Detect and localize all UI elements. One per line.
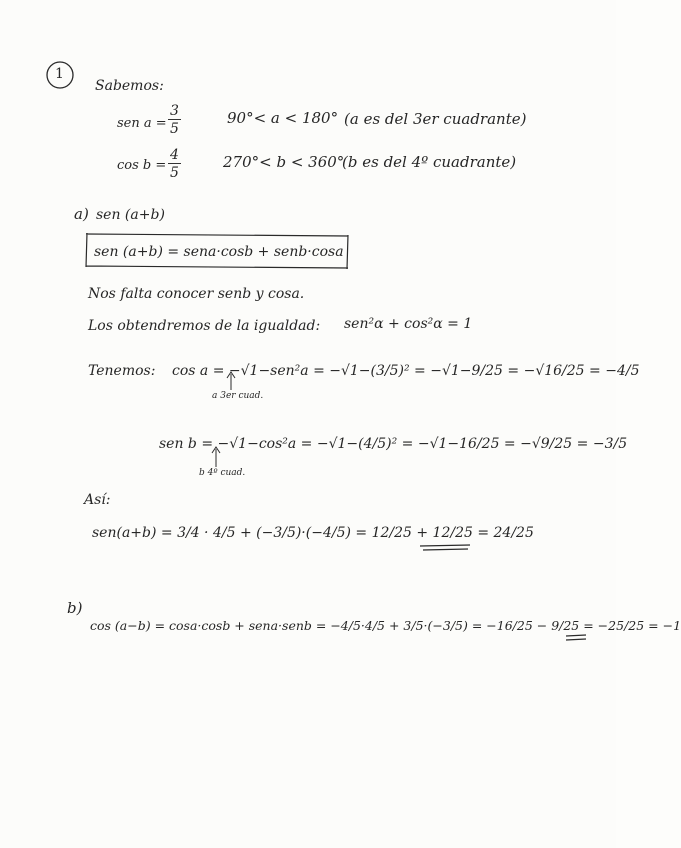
sen-a-num: 3 bbox=[170, 103, 179, 119]
asi-label: Así: bbox=[84, 492, 111, 508]
tenemos-label: Tenemos: bbox=[88, 363, 156, 379]
cos-b-range: 270°< b < 360° bbox=[223, 153, 345, 171]
sabemos-label: Sabemos: bbox=[95, 78, 164, 94]
sen-b-note: b 4º cuad. bbox=[199, 468, 246, 478]
sen-a-lhs: sen a = bbox=[117, 116, 167, 131]
part-a-title: sen (a+b) bbox=[96, 207, 165, 223]
cos-b-lhs: cos b = bbox=[117, 158, 167, 173]
cos-b-den: 5 bbox=[170, 165, 179, 181]
cos-diff-equation: cos (a−b) = cosa·cosb + sena·senb = −4/5·4/5 + 3/5·(−3/5) = −16/25 − 9/25 = −25/25 = −1 bbox=[90, 618, 681, 633]
sen-sum-equation: sen(a+b) = 3/4 · 4/5 + (−3/5)·(−4/5) = 12/25 + 12/25 = 24/25 bbox=[92, 525, 534, 541]
part-a-label: a) bbox=[74, 205, 89, 223]
part-b-label: b) bbox=[67, 599, 83, 617]
cos-b-note: (b es del 4º cuadrante) bbox=[342, 153, 517, 171]
obtendremos-line: Los obtendremos de la igualdad: bbox=[88, 318, 321, 334]
sen-b-equation: sen b = −√1−cos²a = −√1−(4/5)² = −√1−16/25 = −√9/25 = −3/5 bbox=[159, 436, 628, 452]
sen-a-den: 5 bbox=[170, 121, 179, 137]
nos-falta-line: Nos falta conocer senb y cosa. bbox=[88, 286, 305, 302]
cos-b-num: 4 bbox=[170, 147, 179, 163]
sen-a-note: (a es del 3er cuadrante) bbox=[344, 110, 527, 128]
sen-a-range: 90°< a < 180° bbox=[227, 109, 339, 127]
identity: sen²α + cos²α = 1 bbox=[344, 316, 473, 332]
problem-number: 1 bbox=[55, 66, 64, 82]
cos-a-equation: cos a = −√1−sen²a = −√1−(3/5)² = −√1−9/25 = −√16/25 = −4/5 bbox=[172, 363, 640, 379]
cos-a-note: a 3er cuad. bbox=[212, 391, 264, 401]
boxed-formula: sen (a+b) = sena·cosb + senb·cosa bbox=[94, 244, 344, 260]
